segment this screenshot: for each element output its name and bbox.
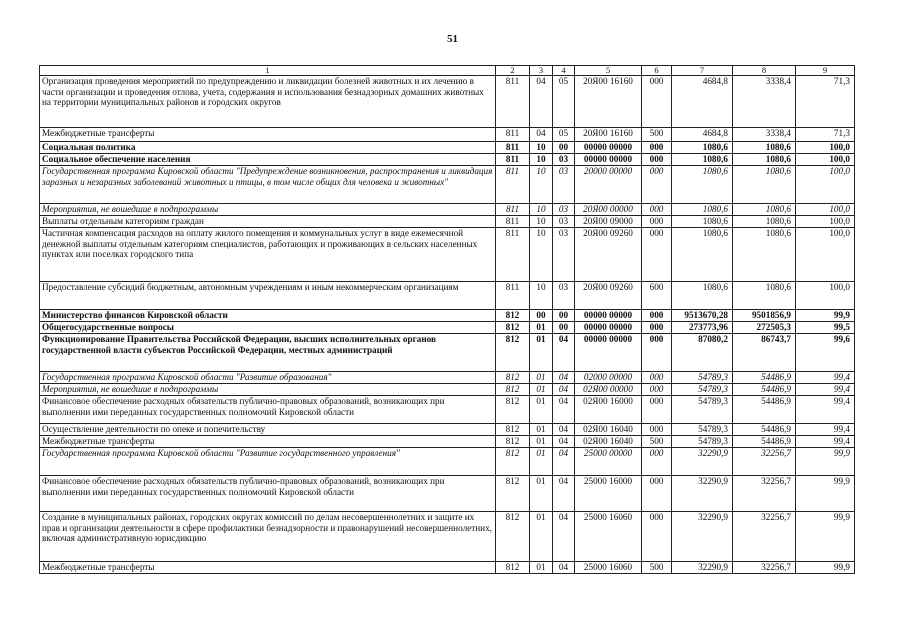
ministry-code-cell: 812 [496,322,530,334]
execution-percent-cell: 100,0 [796,166,855,204]
executed-amount-cell: 32256,7 [733,512,796,562]
planned-amount-cell: 54789,3 [672,396,733,424]
executed-amount-cell: 1080,6 [733,204,796,216]
planned-amount-cell: 1080,6 [672,142,733,154]
target-article-cell: 02Я00 16000 [575,396,642,424]
planned-amount-cell: 1080,6 [672,228,733,282]
row-name-cell: Частичная компенсация расходов на оплату жилого помещения и коммунальных услуг в виде ежемесячной денежной выплаты отдельным категориям специалистов, работающих и проживающих в сельских населенных пунктах или поселках городского типа [40,228,496,282]
page-number: 51 [447,33,458,45]
row-name-cell: Мероприятия, не вошедшие в подпрограммы [40,384,496,396]
budget-table [39,65,855,574]
subsection-code-cell: 03 [553,216,575,228]
ministry-code-cell: 812 [496,384,530,396]
subsection-code-cell: 03 [553,154,575,166]
target-article-cell: 00000 00000 [575,322,642,334]
subsection-code-cell: 05 [553,76,575,128]
planned-amount-cell: 1080,6 [672,166,733,204]
execution-percent-cell: 99,4 [796,424,855,436]
table-row [40,204,855,216]
ministry-code-cell: 811 [496,204,530,216]
expense-type-cell: 000 [642,476,672,512]
expense-type-cell: 000 [642,166,672,204]
column-header: 5 [575,66,642,76]
execution-percent-cell: 100,0 [796,282,855,310]
column-header: 6 [642,66,672,76]
table-row [40,424,855,436]
target-article-cell: 02000 00000 [575,372,642,384]
expense-type-cell: 000 [642,76,672,128]
section-code-cell: 01 [530,436,553,448]
target-article-cell: 02Я00 16040 [575,424,642,436]
subsection-code-cell: 03 [553,228,575,282]
row-name-cell: Общегосударственные вопросы [40,322,496,334]
executed-amount-cell: 3338,4 [733,76,796,128]
expense-type-cell: 500 [642,436,672,448]
table-row [40,562,855,574]
expense-type-cell: 000 [642,384,672,396]
row-name-cell: Организация проведения мероприятий по предупреждению и ликвидации болезней животных и их лечению в части организации и проведения отлова, учета, содержания и использования безнадзорных домашних животных на территории муниципальных районов и городских округов [40,76,496,128]
row-name-cell: Государственная программа Кировской области "Развитие образования" [40,372,496,384]
section-code-cell: 10 [530,142,553,154]
table-row [40,76,855,128]
execution-percent-cell: 99,9 [796,562,855,574]
executed-amount-cell: 54486,9 [733,396,796,424]
table-row [40,282,855,310]
table-row [40,216,855,228]
executed-amount-cell: 1080,6 [733,282,796,310]
section-code-cell: 01 [530,384,553,396]
row-name-cell: Межбюджетные трансферты [40,128,496,142]
table-row [40,166,855,204]
table-header-row [40,66,855,76]
subsection-code-cell: 04 [553,476,575,512]
expense-type-cell: 000 [642,372,672,384]
planned-amount-cell: 32290,9 [672,476,733,512]
section-code-cell: 01 [530,512,553,562]
ministry-code-cell: 811 [496,128,530,142]
table-row [40,436,855,448]
ministry-code-cell: 812 [496,476,530,512]
subsection-code-cell: 03 [553,204,575,216]
row-name-cell: Предоставление субсидий бюджетным, автономным учреждениям и иным некоммерческим организациям [40,282,496,310]
section-code-cell: 01 [530,424,553,436]
expense-type-cell: 000 [642,448,672,476]
subsection-code-cell: 04 [553,436,575,448]
execution-percent-cell: 99,5 [796,322,855,334]
planned-amount-cell: 54789,3 [672,384,733,396]
planned-amount-cell: 1080,6 [672,154,733,166]
executed-amount-cell: 32256,7 [733,448,796,476]
section-code-cell: 10 [530,216,553,228]
ministry-code-cell: 811 [496,228,530,282]
ministry-code-cell: 812 [496,562,530,574]
ministry-code-cell: 811 [496,76,530,128]
ministry-code-cell: 812 [496,424,530,436]
execution-percent-cell: 99,4 [796,384,855,396]
table-row [40,142,855,154]
planned-amount-cell: 32290,9 [672,512,733,562]
ministry-code-cell: 811 [496,282,530,310]
section-code-cell: 01 [530,476,553,512]
row-name-cell: Межбюджетные трансферты [40,436,496,448]
execution-percent-cell: 99,9 [796,310,855,322]
subsection-code-cell: 04 [553,372,575,384]
expense-type-cell: 000 [642,334,672,372]
subsection-code-cell: 05 [553,128,575,142]
subsection-code-cell: 04 [553,396,575,424]
planned-amount-cell: 273773,96 [672,322,733,334]
expense-type-cell: 000 [642,142,672,154]
section-code-cell: 01 [530,396,553,424]
ministry-code-cell: 811 [496,216,530,228]
expense-type-cell: 000 [642,512,672,562]
ministry-code-cell: 812 [496,396,530,424]
section-code-cell: 10 [530,204,553,216]
table-body [40,76,855,574]
table-row [40,334,855,372]
target-article-cell: 25000 00000 [575,448,642,476]
row-name-cell: Министерство финансов Кировской области [40,310,496,322]
ministry-code-cell: 812 [496,512,530,562]
executed-amount-cell: 1080,6 [733,166,796,204]
executed-amount-cell: 1080,6 [733,142,796,154]
expense-type-cell: 000 [642,424,672,436]
target-article-cell: 02Я00 00000 [575,384,642,396]
execution-percent-cell: 100,0 [796,216,855,228]
target-article-cell: 25000 16000 [575,476,642,512]
planned-amount-cell: 1080,6 [672,204,733,216]
column-header: 1 [40,66,496,76]
ministry-code-cell: 812 [496,310,530,322]
planned-amount-cell: 1080,6 [672,282,733,310]
section-code-cell: 01 [530,448,553,476]
section-code-cell: 01 [530,562,553,574]
section-code-cell: 04 [530,128,553,142]
subsection-code-cell: 00 [553,142,575,154]
subsection-code-cell: 03 [553,282,575,310]
subsection-code-cell: 04 [553,562,575,574]
table-row [40,154,855,166]
executed-amount-cell: 32256,7 [733,476,796,512]
executed-amount-cell: 1080,6 [733,154,796,166]
expense-type-cell: 500 [642,562,672,574]
target-article-cell: 00000 00000 [575,310,642,322]
expense-type-cell: 000 [642,396,672,424]
execution-percent-cell: 100,0 [796,204,855,216]
target-article-cell: 20Я00 16160 [575,128,642,142]
executed-amount-cell: 1080,6 [733,216,796,228]
subsection-code-cell: 04 [553,334,575,372]
planned-amount-cell: 54789,3 [672,436,733,448]
expense-type-cell: 000 [642,216,672,228]
table-row [40,476,855,512]
target-article-cell: 20Я00 16160 [575,76,642,128]
target-article-cell: 02Я00 16040 [575,436,642,448]
target-article-cell: 25000 16060 [575,562,642,574]
executed-amount-cell: 9501856,9 [733,310,796,322]
ministry-code-cell: 812 [496,436,530,448]
section-code-cell: 04 [530,76,553,128]
executed-amount-cell: 272505,3 [733,322,796,334]
table-row [40,512,855,562]
row-name-cell: Межбюджетные трансферты [40,562,496,574]
target-article-cell: 25000 16060 [575,512,642,562]
section-code-cell: 10 [530,166,553,204]
planned-amount-cell: 54789,3 [672,424,733,436]
subsection-code-cell: 04 [553,424,575,436]
subsection-code-cell: 00 [553,322,575,334]
row-name-cell: Социальное обеспечение населения [40,154,496,166]
row-name-cell: Мероприятия, не вошедшие в подпрограммы [40,204,496,216]
table-row [40,128,855,142]
expense-type-cell: 000 [642,322,672,334]
target-article-cell: 00000 00000 [575,154,642,166]
execution-percent-cell: 99,4 [796,372,855,384]
execution-percent-cell: 99,4 [796,396,855,424]
section-code-cell: 00 [530,310,553,322]
executed-amount-cell: 86743,7 [733,334,796,372]
execution-percent-cell: 99,9 [796,512,855,562]
execution-percent-cell: 100,0 [796,228,855,282]
table-row [40,448,855,476]
column-header: 2 [496,66,530,76]
target-article-cell: 20Я00 09260 [575,228,642,282]
ministry-code-cell: 812 [496,448,530,476]
row-name-cell: Финансовое обеспечение расходных обязательств публично-правовых образований, возникающих при выполнении ими переданных государственных полномочий Кировской области [40,396,496,424]
row-name-cell: Создание в муниципальных районах, городских округах комиссий по делам несовершеннолетних и защите их прав и организации деятельности в сфере профилактики безнадзорности и правонарушений несовершеннолетних, включая административную юрисдикцию [40,512,496,562]
target-article-cell: 20Я00 09000 [575,216,642,228]
column-header: 8 [733,66,796,76]
subsection-code-cell: 04 [553,384,575,396]
target-article-cell: 20Я00 09260 [575,282,642,310]
execution-percent-cell: 99,9 [796,448,855,476]
execution-percent-cell: 100,0 [796,142,855,154]
section-code-cell: 01 [530,322,553,334]
row-name-cell: Социальная политика [40,142,496,154]
ministry-code-cell: 812 [496,372,530,384]
row-name-cell: Государственная программа Кировской области "Предупреждение возникновения, распространения и ликвидация заразных и незаразных заболеваний животных и птицы, в том числе общих для человека и животных" [40,166,496,204]
expense-type-cell: 000 [642,154,672,166]
row-name-cell: Финансовое обеспечение расходных обязательств публично-правовых образований, возникающих при выполнении ими переданных государственных полномочий Кировской области [40,476,496,512]
ministry-code-cell: 811 [496,166,530,204]
expense-type-cell: 500 [642,128,672,142]
row-name-cell: Государственная программа Кировской области "Развитие государственного управления" [40,448,496,476]
planned-amount-cell: 4684,8 [672,76,733,128]
executed-amount-cell: 54486,9 [733,436,796,448]
execution-percent-cell: 71,3 [796,76,855,128]
row-name-cell: Функционирование Правительства Российской Федерации, высших исполнительных органов государственной власти субъектов Российской Федерации, местных администраций [40,334,496,372]
section-code-cell: 10 [530,154,553,166]
table-row [40,310,855,322]
planned-amount-cell: 32290,9 [672,562,733,574]
execution-percent-cell: 100,0 [796,154,855,166]
execution-percent-cell: 71,3 [796,128,855,142]
executed-amount-cell: 3338,4 [733,128,796,142]
planned-amount-cell: 1080,6 [672,216,733,228]
subsection-code-cell: 03 [553,166,575,204]
execution-percent-cell: 99,4 [796,436,855,448]
target-article-cell: 20000 00000 [575,166,642,204]
executed-amount-cell: 54486,9 [733,384,796,396]
execution-percent-cell: 99,9 [796,476,855,512]
planned-amount-cell: 32290,9 [672,448,733,476]
executed-amount-cell: 54486,9 [733,372,796,384]
execution-percent-cell: 99,6 [796,334,855,372]
target-article-cell: 20Я00 00000 [575,204,642,216]
ministry-code-cell: 811 [496,142,530,154]
planned-amount-cell: 87080,2 [672,334,733,372]
table-row [40,396,855,424]
expense-type-cell: 600 [642,282,672,310]
row-name-cell: Выплаты отдельным категориям граждан [40,216,496,228]
planned-amount-cell: 4684,8 [672,128,733,142]
table-row [40,384,855,396]
table-row [40,322,855,334]
executed-amount-cell: 54486,9 [733,424,796,436]
ministry-code-cell: 811 [496,154,530,166]
planned-amount-cell: 54789,3 [672,372,733,384]
planned-amount-cell: 9513670,28 [672,310,733,322]
column-header: 7 [672,66,733,76]
table-row [40,372,855,384]
table-row [40,228,855,282]
section-code-cell: 10 [530,228,553,282]
ministry-code-cell: 812 [496,334,530,372]
target-article-cell: 00000 00000 [575,142,642,154]
subsection-code-cell: 04 [553,512,575,562]
executed-amount-cell: 32256,7 [733,562,796,574]
row-name-cell: Осуществление деятельности по опеке и попечительству [40,424,496,436]
section-code-cell: 01 [530,372,553,384]
section-code-cell: 10 [530,282,553,310]
section-code-cell: 01 [530,334,553,372]
expense-type-cell: 000 [642,204,672,216]
target-article-cell: 00000 00000 [575,334,642,372]
column-header: 9 [796,66,855,76]
subsection-code-cell: 00 [553,310,575,322]
subsection-code-cell: 04 [553,448,575,476]
expense-type-cell: 000 [642,228,672,282]
column-header: 3 [530,66,553,76]
executed-amount-cell: 1080,6 [733,228,796,282]
column-header: 4 [553,66,575,76]
expense-type-cell: 000 [642,310,672,322]
